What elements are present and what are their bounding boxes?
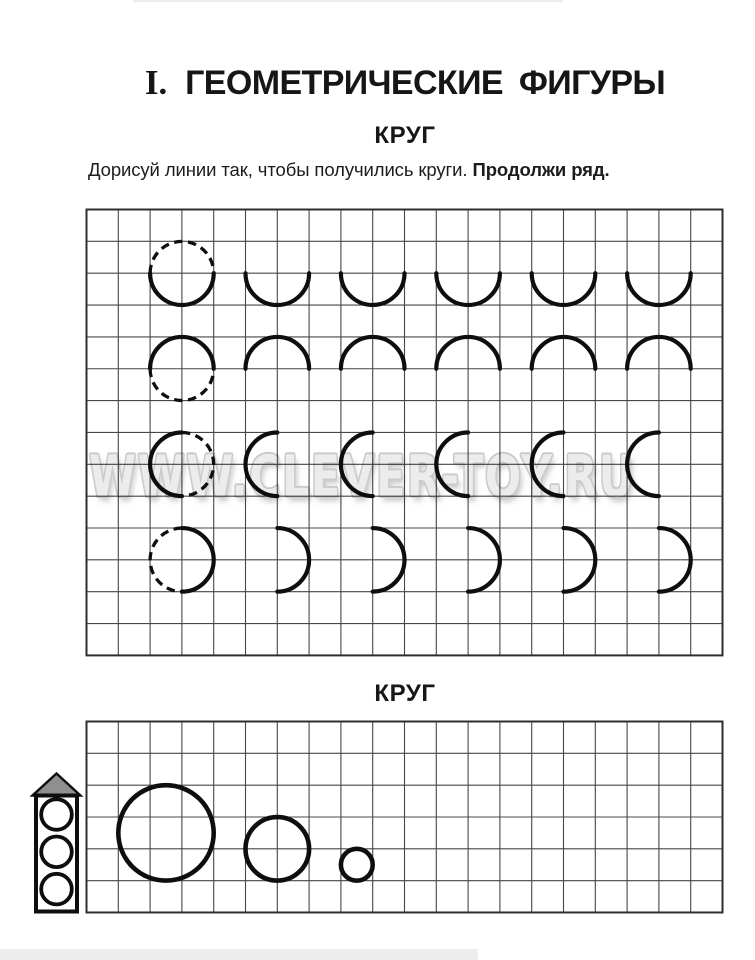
sample-circle: [341, 849, 373, 881]
worksheet-grid-circle-sizes: [85, 720, 724, 914]
watermark: WWW.CLEVER-TOY.RU: [89, 444, 635, 510]
scan-edge-bottom: [0, 949, 478, 960]
sample-circle: [118, 785, 213, 880]
instruction-bold: Продолжи ряд.: [472, 159, 610, 180]
worksheet-grid-circles-to-complete: [85, 208, 724, 657]
instruction-normal: Дорисуй линии так, чтобы получились круги.: [88, 159, 473, 180]
traffic-light-icon: [30, 771, 86, 915]
scan-edge-top: [133, 0, 563, 2]
chapter-title-text: ГЕОМЕТРИЧЕСКИЕ ФИГУРЫ: [185, 64, 666, 102]
section-heading-circle-1: КРУГ: [374, 122, 436, 149]
traffic-light-roof-triangle: [33, 774, 81, 796]
chapter-numeral: I.: [144, 63, 168, 102]
section-heading-circle-2: КРУГ: [374, 680, 436, 707]
instruction-text: [88, 159, 610, 181]
page-title: [144, 63, 666, 102]
